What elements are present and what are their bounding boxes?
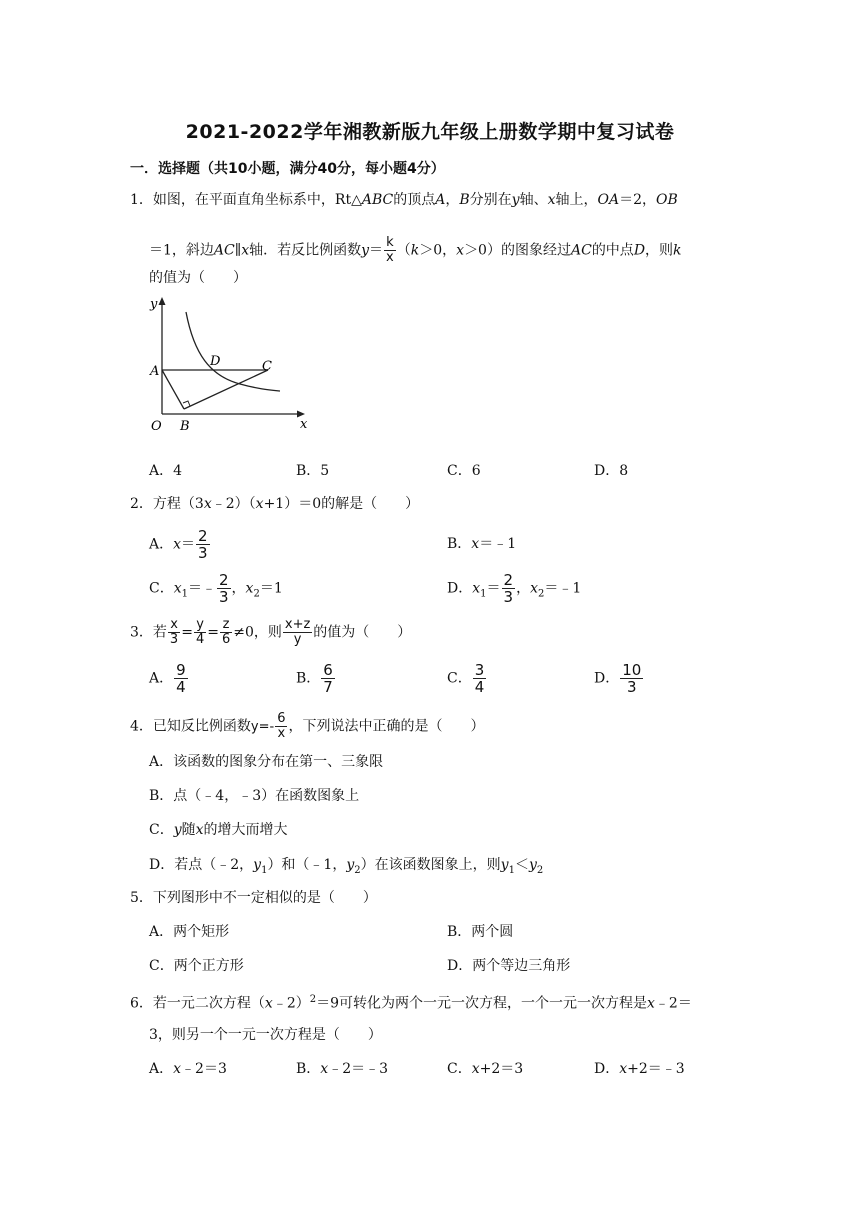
graph-label-y: y: [150, 297, 158, 312]
q1-option-d[interactable]: D．8: [594, 463, 629, 479]
q2-option-c[interactable]: C．$x_1=﹣$ $\frac{2}{3}$ ，$x_2=1$: [149, 571, 283, 606]
q1-option-a[interactable]: A．4: [149, 463, 183, 479]
graph-label-o: O: [151, 419, 162, 434]
q5-option-d[interactable]: D．两个等边三角形: [447, 958, 571, 974]
q6-option-c[interactable]: C．x+2＝3: [447, 1061, 524, 1077]
q3-stem: 3．若 $\frac{x}{3}$ = $\frac{y}{4}$ = $\frac{z}{6}$ ≠0，则 $\frac{x+z}{y}$ 的值为（ ）: [130, 617, 412, 647]
q3-option-b[interactable]: B． $\frac{6}{7}$: [296, 661, 333, 696]
q4-option-a[interactable]: A．该函数的图象分布在第一、三象限: [149, 754, 384, 770]
k-over-x-fraction: $\frac{k}{x}$: [386, 235, 394, 265]
q5-option-a[interactable]: A．两个矩形: [149, 924, 230, 940]
q2-option-d[interactable]: D．$x_1=$ $\frac{2}{3}$ ，$x_2=﹣1$: [447, 571, 582, 606]
q4-option-c[interactable]: C．y随x的增大而增大: [149, 822, 288, 838]
graph-label-d: D: [210, 354, 221, 369]
q3-option-c[interactable]: C． $\frac{3}{4}$: [447, 661, 485, 696]
q5-option-c[interactable]: C．两个正方形: [149, 958, 244, 974]
q4-option-d[interactable]: D．若点（﹣2，$y_1$）和（﹣1，$y_2$）在该函数图象上，则$y_1<y_2$: [149, 857, 544, 876]
q2-stem: 2．方程（3x﹣2）（x+1）＝0的解是（ ）: [130, 496, 420, 512]
q5-stem: 5．下列图形中不一定相似的是（ ）: [130, 890, 377, 906]
q1-coordinate-graph: [140, 292, 318, 444]
q1-line1: 1．如图，在平面直角坐标系中，Rt△ABC的顶点A，B分别在y轴、x轴上，OA＝2，OB: [130, 192, 678, 208]
q1-option-b[interactable]: B．5: [296, 463, 330, 479]
q6-option-d[interactable]: D．x+2＝﹣3: [594, 1061, 685, 1077]
page-title: 2021-2022学年湘教新版九年级上册数学期中复习试卷: [185, 121, 675, 143]
q3-option-a[interactable]: A． $\frac{9}{4}$: [149, 661, 186, 696]
q1-line3: 的值为（ ）: [149, 270, 247, 286]
q1-option-c[interactable]: C．6: [447, 463, 481, 479]
q2-option-b[interactable]: B．x＝﹣1: [447, 536, 517, 552]
graph-label-a: A: [150, 364, 160, 379]
graph-label-c: C: [262, 359, 272, 374]
q6-option-b[interactable]: B．x﹣2＝﹣3: [296, 1061, 389, 1077]
q4-stem: 4．已知反比例函数y=- $\frac{6}{x}$ ，下列说法中正确的是（ ）: [130, 711, 485, 741]
section-heading: 一．选择题（共10小题，满分40分，每小题4分）: [130, 161, 445, 177]
q6-line2: 3，则另一个一元一次方程是（ ）: [149, 1027, 382, 1043]
q6-line1: 6．若一元二次方程（x﹣2）$^2$＝9可转化为两个一元一次方程，一个一元一次方程是x﹣2＝: [130, 994, 692, 1012]
graph-label-b: B: [180, 419, 190, 434]
q5-option-b[interactable]: B．两个圆: [447, 924, 514, 940]
q6-option-a[interactable]: A．x﹣2＝3: [149, 1061, 227, 1077]
q1-line2: ＝1，斜边AC∥x轴．若反比例函数y＝ $\frac{k}{x}$ （k＞0，x＞0）的图象经过AC的中点D，则k: [149, 235, 682, 265]
q2-option-a[interactable]: A．x＝ $\frac{2}{3}$: [149, 527, 208, 562]
q3-option-d[interactable]: D． $\frac{10}{3}$: [594, 661, 642, 696]
graph-label-x: x: [300, 417, 308, 432]
q4-option-b[interactable]: B．点（﹣4，﹣3）在函数图象上: [149, 788, 360, 804]
